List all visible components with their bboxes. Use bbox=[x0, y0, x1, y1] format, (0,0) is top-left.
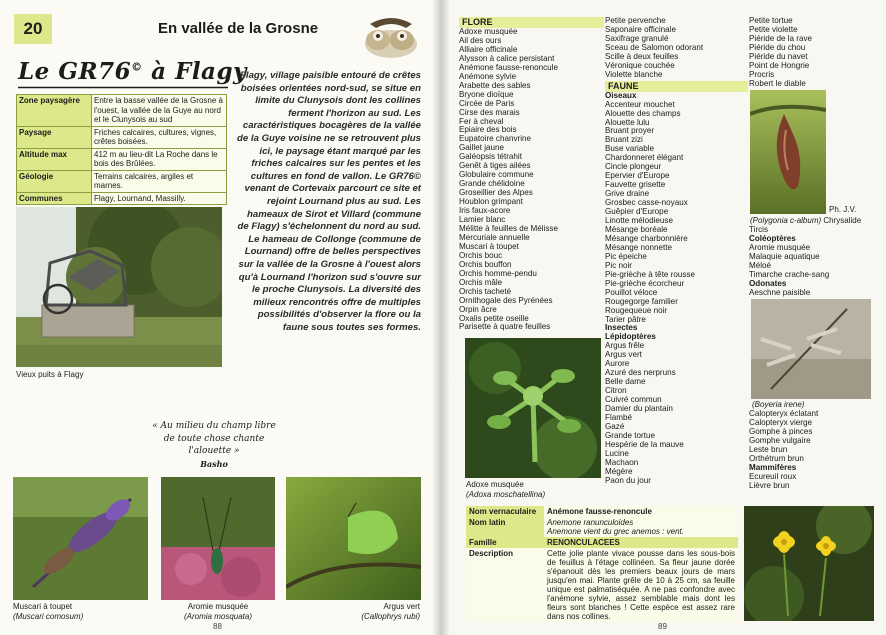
list-item: Aeschne paisible bbox=[749, 287, 811, 297]
table-row bbox=[17, 95, 227, 127]
list-item: Alysson à calice persistant bbox=[459, 53, 555, 63]
chrysalis-latin: (Polygonia c-album) bbox=[750, 216, 822, 225]
list-item: Ail des ours bbox=[459, 35, 502, 45]
list-item: Circée de Paris bbox=[459, 98, 515, 108]
list-item: Cirse des marais bbox=[459, 107, 520, 117]
list-item: Alouette des champs bbox=[605, 108, 681, 118]
list-item: Paon du jour bbox=[605, 475, 651, 485]
dragonfly-caption: (Boyeria irene) bbox=[752, 400, 805, 409]
info-label: Altitude max bbox=[17, 148, 92, 170]
title-main: Le GR76 bbox=[18, 58, 132, 85]
list-item: Aurore bbox=[605, 359, 630, 369]
table-row bbox=[17, 126, 227, 148]
list-item: Anémone fausse-renoncule bbox=[459, 62, 558, 72]
left-page bbox=[0, 0, 441, 635]
chrysalis-credit: Ph. J.V. bbox=[829, 205, 857, 214]
list-item: Sceau de Salomon odorant bbox=[605, 42, 704, 52]
list-item: Gomphe à pinces bbox=[749, 426, 813, 436]
list-item: Mésange nonnette bbox=[605, 242, 673, 252]
list-item: Accenteur mouchet bbox=[605, 99, 675, 109]
latin-note: Anemone vient du grec anemos : vent. bbox=[547, 527, 684, 536]
aromia-photo bbox=[161, 477, 275, 600]
table-row bbox=[17, 148, 227, 170]
list-item: Globulaire commune bbox=[459, 170, 534, 180]
info-value: Flagy, Lournand, Massilly. bbox=[92, 192, 227, 205]
dragonfly-photo bbox=[751, 299, 871, 399]
list-item: Damier du plantain bbox=[605, 404, 673, 414]
list-item: Point de Hongrie bbox=[749, 60, 810, 70]
table-row bbox=[17, 170, 227, 192]
card-label: Famille bbox=[466, 537, 544, 548]
flore-column bbox=[459, 17, 599, 332]
photo-name: Adoxe musquée bbox=[466, 480, 524, 489]
chapter-title: En vallée de la Grosne bbox=[158, 20, 319, 37]
photo-latin: (Adoxa moschatellina) bbox=[466, 489, 546, 499]
list-item: Genêt à tiges ailées bbox=[459, 161, 531, 171]
list-item: Belle dame bbox=[605, 377, 646, 387]
list-item: Fauvette grisette bbox=[605, 180, 666, 190]
list-item: Linotte mélodieuse bbox=[605, 216, 673, 226]
info-label: Communes bbox=[17, 192, 92, 205]
subheading: Lépidoptères bbox=[605, 332, 656, 342]
list-item: Calopteryx vierge bbox=[749, 417, 812, 427]
list-item: Mélitte à feuilles de Mélisse bbox=[459, 223, 558, 233]
list-item: Malaquie aquatique bbox=[749, 251, 820, 261]
list-item: Anémone sylvie bbox=[459, 71, 517, 81]
list-item: Gazé bbox=[605, 421, 625, 431]
list-item: Méloé bbox=[749, 260, 772, 270]
list-item: Grande chélidoine bbox=[459, 179, 525, 189]
list-item: Procris bbox=[749, 69, 775, 79]
well-caption: Vieux puits à Flagy bbox=[16, 370, 84, 379]
col3-bottom bbox=[749, 410, 874, 491]
anemone-photo bbox=[744, 506, 874, 621]
birds-of-prey-icon bbox=[356, 10, 426, 62]
list-item: Citron bbox=[605, 386, 627, 396]
main-title bbox=[18, 58, 247, 85]
info-label: Zone paysagère bbox=[17, 95, 92, 127]
title-end: à Flagy bbox=[142, 58, 247, 85]
species-card bbox=[466, 506, 738, 622]
list-item: Flambé bbox=[605, 412, 632, 422]
quote-text: « Au milieu du champ libre de toute chose chante l'alouette » bbox=[152, 421, 276, 456]
card-value: RENONCULACEES bbox=[544, 537, 738, 548]
muscari-photo bbox=[13, 477, 148, 600]
adoxe-photo bbox=[465, 338, 601, 478]
list-item: Arabette des sables bbox=[459, 80, 531, 90]
aromia-caption bbox=[161, 602, 275, 621]
flore-header: FLORE bbox=[459, 17, 604, 28]
list-item: Saponaire officinale bbox=[605, 24, 676, 34]
list-item: Orchis homme-pendu bbox=[459, 268, 537, 278]
list-item: Adoxe musquée bbox=[459, 27, 518, 36]
list-item: Epervier d'Europe bbox=[605, 171, 670, 181]
list-item: Orthétrum brun bbox=[749, 453, 804, 463]
list-item: Petite violette bbox=[749, 24, 798, 34]
list-item: Scille à deux feuilles bbox=[605, 51, 679, 61]
table-row bbox=[466, 506, 738, 517]
photo-latin: (Muscari comosum) bbox=[13, 611, 84, 621]
list-item: Eupatoire chanvrine bbox=[459, 134, 531, 144]
chrysalis-caption bbox=[750, 216, 886, 226]
card-description: Cette jolie plante vivace pousse dans les sous-bois de feuillus à l'étage collinéen. Sa fleur jaune dorée s'épanouit dès les premiers beaux jours de mars jusqu'en mai. Plante grêle de 10 à 25 cm, sa feuille unique est palmatiséquée. A ne pas confondre avec l'anémone sylvie, assez semblable mais dont les fleurs sont blanches ! Cette espèce est assez rare dans nos collines. bbox=[544, 548, 738, 622]
list-item: Houblon grimpant bbox=[459, 197, 523, 207]
list-item: Tircis bbox=[749, 225, 769, 234]
page-number-badge: 20 bbox=[14, 14, 52, 44]
list-item: Grive draine bbox=[605, 189, 650, 199]
argus-photo bbox=[286, 477, 421, 600]
well-photo bbox=[16, 207, 222, 367]
list-item: Pie-grièche écorcheur bbox=[605, 278, 685, 288]
subheading: Coléoptères bbox=[749, 233, 796, 243]
list-item: Leste brun bbox=[749, 444, 788, 454]
list-item: Iris faux-acore bbox=[459, 206, 511, 216]
card-value: Anémone fausse-renoncule bbox=[544, 506, 738, 517]
list-item: Mésange charbonnière bbox=[605, 233, 688, 243]
card-label: Nom latin bbox=[466, 517, 544, 537]
list-item: Saxifrage granulé bbox=[605, 33, 669, 43]
list-item: Mégère bbox=[605, 466, 633, 476]
intro-text: Flagy, village paisible entouré de crêtes boisées orientées nord-sud, se situe en limite du Clunysois dont les collines ferment l'horizon au sud. Les caractéristiques bocagères de la vallée de la Guye voisine ne se retrouvent plus ici, le paysage étant marqué par les friches calcaires sur les pentes et les cultures en fond de vallon. Le GR76© venant de Cortevaix parcourt ce site et rejoint Lournand plus au sud. Les hameaux de Sirot et Villard (commune de Flagy) s'échelonnent du nord au sud. Le hameau de Collonge (commune de Lournand) offre de belles perspectives sur la vallée de la Grosne à l'ouest alors qu'à Lournand l'horizon sud s'ouvre sur le proche Clunysois. La diversité des milieux rencontrés offre de multiples possibilités d'observer la flore ou la faune sous toutes ses formes. bbox=[237, 70, 421, 333]
subheading: Mammifères bbox=[749, 462, 797, 472]
list-item: Bruant zizi bbox=[605, 135, 643, 145]
list-item: Orchis mâle bbox=[459, 277, 503, 287]
chrysalis-photo bbox=[750, 90, 826, 214]
info-value: Terrains calcaires, argiles et marnes. bbox=[92, 170, 227, 192]
site-info-table bbox=[16, 94, 227, 205]
info-value: Friches calcaires, cultures, vignes, crêtes boisées. bbox=[92, 126, 227, 148]
list-item: Piéride du chou bbox=[749, 42, 806, 52]
table-row bbox=[466, 537, 738, 548]
table-row bbox=[17, 192, 227, 205]
list-item: Cincle plongeur bbox=[605, 162, 662, 172]
list-item: Hespérie de la mauve bbox=[605, 439, 684, 449]
card-label: Description bbox=[466, 548, 544, 622]
card-label: Nom vernaculaire bbox=[466, 506, 544, 517]
card-value bbox=[544, 517, 738, 537]
list-item: Petite tortue bbox=[749, 16, 793, 25]
list-item: Pic épeiche bbox=[605, 251, 647, 261]
muscari-caption bbox=[13, 602, 83, 621]
table-row bbox=[466, 548, 738, 622]
list-item: Aromie musquée bbox=[749, 242, 811, 252]
faune-column bbox=[605, 17, 755, 486]
list-item: Ecureuil roux bbox=[749, 471, 797, 481]
list-item: Pie-grièche à tête rousse bbox=[605, 269, 695, 279]
list-item: Mésange boréale bbox=[605, 224, 668, 234]
list-item: Grande tortue bbox=[605, 430, 655, 440]
subheading: Oiseaux bbox=[605, 90, 637, 100]
list-item: Parisette à quatre feuilles bbox=[459, 322, 551, 332]
list-item: Buse variable bbox=[605, 144, 655, 154]
list-item: Fer à cheval bbox=[459, 116, 504, 126]
list-item: Oxalis petite oseille bbox=[459, 313, 529, 323]
col3-mid bbox=[749, 226, 874, 298]
list-item: Robert le diable bbox=[749, 78, 806, 88]
list-item: Lièvre brun bbox=[749, 480, 790, 490]
list-item: Lamier blanc bbox=[459, 215, 506, 225]
list-item: Cuivré commun bbox=[605, 395, 662, 405]
list-item: Machaon bbox=[605, 457, 639, 467]
latin-name: Anemone ranunculoides bbox=[547, 518, 634, 527]
list-item: Alliaire officinale bbox=[459, 44, 518, 54]
list-item: Azuré des nerpruns bbox=[605, 368, 676, 378]
argus-caption bbox=[330, 602, 420, 621]
list-item: Bryone dioïque bbox=[459, 89, 514, 99]
list-item: Lucine bbox=[605, 448, 629, 458]
quote-author: Basho bbox=[200, 458, 228, 469]
list-item: Orchis bouc bbox=[459, 250, 503, 260]
list-item: Rougegorge familier bbox=[605, 296, 678, 306]
list-item: Timarche crache-sang bbox=[749, 269, 830, 279]
list-item: Orpin âcre bbox=[459, 304, 497, 314]
title-underline bbox=[18, 86, 228, 89]
list-item: Bruant proyer bbox=[605, 126, 655, 136]
list-item: Tarier pâtre bbox=[605, 314, 646, 324]
list-item: Ornithogale des Pyrénées bbox=[459, 295, 553, 305]
list-item: Petite pervenche bbox=[605, 16, 666, 25]
list-item: Groseillier des Alpes bbox=[459, 188, 533, 198]
col3-top bbox=[749, 17, 874, 89]
book-gutter bbox=[432, 0, 450, 635]
photo-name: Muscari à toupet bbox=[13, 602, 73, 611]
title-mark: © bbox=[131, 60, 143, 74]
right-page bbox=[441, 0, 886, 635]
list-item: Argus vert bbox=[605, 350, 642, 360]
list-item: Grosbec casse-noyaux bbox=[605, 198, 688, 208]
list-item: Galéopsis tétrahit bbox=[459, 152, 522, 162]
list-item: Muscari à toupet bbox=[459, 241, 519, 251]
adoxe-caption bbox=[466, 480, 545, 499]
list-item: Guêpier d'Europe bbox=[605, 207, 669, 217]
list-item: Véronique couchée bbox=[605, 60, 675, 70]
left-folio: 88 bbox=[213, 622, 222, 631]
table-row bbox=[466, 517, 738, 537]
list-item: Mercuriale annuelle bbox=[459, 232, 530, 242]
list-item: Epiaire des bois bbox=[459, 125, 517, 135]
list-item: Pouillot véloce bbox=[605, 287, 658, 297]
quote-block bbox=[150, 420, 278, 470]
chrysalis-label: Chrysalide bbox=[823, 216, 862, 225]
info-value: 412 m au lieu-dit La Roche dans le bois des Brûlées. bbox=[92, 148, 227, 170]
faune-header: FAUNE bbox=[605, 81, 748, 92]
list-item: Gomphe vulgaire bbox=[749, 435, 811, 445]
list-item: Orchis bouffon bbox=[459, 259, 512, 269]
photo-latin: (Aromia mosquata) bbox=[183, 611, 253, 621]
list-item: Calopteryx éclatant bbox=[749, 409, 819, 418]
list-item: Pic noir bbox=[605, 260, 632, 270]
list-item: Violette blanche bbox=[605, 69, 663, 79]
list-item: Piéride de la rave bbox=[749, 33, 812, 43]
list-item: Rougequeue noir bbox=[605, 305, 668, 315]
subheading: Insectes bbox=[605, 323, 638, 333]
right-folio: 89 bbox=[658, 622, 667, 631]
list-item: Gaillet jaune bbox=[459, 143, 504, 153]
list-item: Orchis tacheté bbox=[459, 286, 512, 296]
info-label: Paysage bbox=[17, 126, 92, 148]
info-label: Géologie bbox=[17, 170, 92, 192]
photo-name: Argus vert bbox=[383, 602, 420, 611]
info-value: Entre la basse vallée de la Grosne à l'ouest, la vallée de la Guye au nord et le Clunysois au sud bbox=[92, 95, 227, 127]
photo-name: Aromie musquée bbox=[187, 602, 249, 611]
list-item: Piéride du navet bbox=[749, 51, 808, 61]
list-item: Chardonneret élégant bbox=[605, 153, 684, 163]
subheading: Odonates bbox=[749, 278, 787, 288]
list-item: Argus frêle bbox=[605, 341, 645, 351]
photo-latin: (Callophrys rubi) bbox=[361, 611, 420, 621]
list-item: Alouette lulu bbox=[605, 117, 650, 127]
